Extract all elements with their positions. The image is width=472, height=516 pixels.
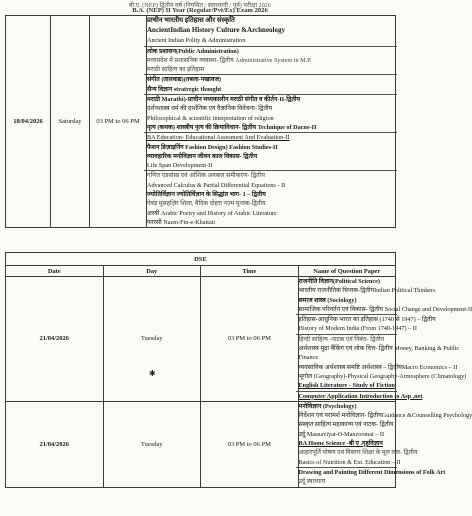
paper-line: भूगोल (Geography)-Physical Geography-Atmosphere (Climatology) [298, 372, 467, 380]
paper-line: दर्शनशास्त्र धर्म की दार्शनिक एवं वैज्ञानिक विवेचना- द्वितीय [147, 105, 273, 113]
schedule-table-2 [5, 252, 472, 488]
paper-line: Finance [298, 354, 319, 362]
paper-line: अर्थशास्त्र मुद्रा बैंकिंग एवं लोक वित्त- द्वितीय Money, Banking & Public [298, 345, 460, 353]
paper-line: उर्दू Masnaviyat-O-Manzoomat – II [298, 430, 385, 438]
column-header-day: Day [103, 266, 201, 277]
day-cell: Tuesday [103, 277, 201, 402]
paper-line: नृत्य (कथक) शास्त्रीय नृत्य की क्रियाविधान- द्वितीय Technique of Dacne-II [147, 123, 317, 131]
papers-cell [147, 16, 396, 228]
time-cell: 03 PM to 06 PM [90, 16, 147, 228]
column-header-date: Date [6, 266, 104, 277]
paper-line: English Literature - Study of Fiction [298, 382, 395, 390]
paper-line: फैशन डिज़ाइनिंग Fashion Design) Fashion Studies-II [147, 143, 278, 151]
paper-line: BA Education- Educational Assesment And Evaluation-II [147, 134, 290, 142]
date-cell: 21/04/2026 [6, 401, 104, 487]
paper-line: Ancient Indian Polity & Administration [147, 37, 246, 45]
schedule-table-1 [5, 15, 396, 228]
column-header-paper: Name of Question Paper [298, 266, 396, 277]
paper-line: Basics of Nutrition & Ext. Education – II [298, 458, 401, 466]
date-cell: 18/04/2026 [6, 16, 51, 228]
paper-line: राजनीति विज्ञान(Political Science) [298, 278, 380, 285]
paper-line: फारसी Nazm-Fin-e-Khattati [147, 218, 216, 226]
dse-title: DSE [6, 253, 396, 266]
header-english: B.A. (NEP) II Year (Regular/Pvt/Ex) Exam 2026 [132, 7, 268, 14]
paper-line: ऐबड़ मुसहज़िर शिला, बैदिक दोहरा नज़्म मुन्तक-द्वितीय [147, 200, 266, 208]
paper-line: History of Modern India (From 1740-1947) – II [298, 325, 417, 333]
paper-line: मनोविज्ञान (Psychology) [298, 402, 357, 410]
paper-line: संगीत (तालवाद्य)(तबला-पखावज) [147, 76, 221, 84]
paper-line: गणित एडवांस्ड एवं आंशिक अवकल समीकरण- द्वितीय [147, 172, 265, 180]
paper-line: भारतीय राजनीतिक चिन्तक-द्वितीयIndian Political Thinkers [298, 287, 436, 295]
paper-line: अरबी Arabic Poetry and History of Arabic Literature [147, 209, 277, 217]
paper-line: Advanced Calculus & Partial Differential Equaitons - II [147, 181, 286, 189]
paper-line: समाज शास्त्र (Sociology) [298, 296, 357, 304]
paper-line: BA Home Science -बी ए .गृहविज्ञान [298, 440, 383, 448]
paper-line: Computer Application Introduction to Asp .net [298, 392, 423, 400]
papers-cell [298, 401, 472, 487]
paper-line: मध्यप्रदेश में प्रशासनिक व्यवस्था- द्वितीय Administrative System in M.P. [147, 56, 312, 64]
paper-line: लोक प्रशासन(Public Administration) [147, 47, 239, 55]
time-cell: 03 PM to 06 PM [201, 277, 299, 402]
handwritten-mark: ✱ [149, 369, 156, 378]
papers-cell [298, 277, 472, 402]
time-cell: 03 PM to 06 PM [201, 401, 299, 487]
paper-line: Philosophical & scientific interpretation of religion [147, 114, 274, 122]
paper-line: व्यवसायिक अर्थशास्त्र समष्टि अर्थशास्त्र – द्वितीयMacro Economics – II [298, 363, 458, 371]
paper-line: व्यावहारिक मनोविज्ञान जीवन काल विकास- द्वितीय [147, 152, 258, 160]
day-cell: Tuesday [103, 401, 201, 487]
paper-line: हिन्दी साहित्य -नाटक एवं निबंध- द्वितीय [298, 335, 385, 343]
header-hindi: बी.ए. (NEP) द्वितीय वर्ष (नियमित / स्वाध्यायी / पूर्व) परीक्षा 2026 [128, 2, 271, 9]
paper-line: Drawing and Painting Different Dimensions of Folk Art [298, 468, 446, 476]
paper-line: सैन्य विज्ञान stratregic thought [147, 85, 222, 93]
paper-line: संस्कृत साहित्य महाकाव्य एवं नाटक- द्वितीय [298, 421, 394, 429]
paper-line: सामाजिक परिवर्तन एवं विकास- द्वितीय Social Change and Development-II [298, 305, 472, 313]
paper-line: AncientIndian History Culture &Archneology [147, 26, 285, 35]
paper-line: Life Span Development-II [147, 162, 213, 170]
paper-line: मराठी साहित्य का इतिहास [147, 66, 205, 74]
paper-line: आहारपूर्ति पोषण एवं विस्तार शिक्षा के मूल तत्व- द्वितीय [298, 449, 418, 457]
paper-line: मराठी Marathi)-प्राचीन मध्यकालीन मराठी संगीत व कीर्तन-II-द्वितीय [147, 96, 301, 104]
date-cell: 21/04/2026 [6, 277, 104, 402]
paper-line: इतिहास-आधुनिक भारत का इतिहास (1740 से 1947) – द्वितीय [298, 316, 436, 324]
day-cell: Saturday [51, 16, 90, 228]
paper-line: प्राचीन भारतीय इतिहास और संस्कृति [147, 17, 235, 24]
paper-line: निर्देशन एवं परामर्श मनोविज्ञान- द्वितीयGuidance &Counselling Psychology [298, 412, 472, 420]
paper-line: उर्दू स्वाध्याय [298, 478, 326, 486]
column-header-time: Time [201, 266, 299, 277]
paper-line: ज्योतिर्विज्ञान ज्योतिर्विज्ञान के सिद्धांत भाग- 1 – द्वितीय [147, 191, 266, 199]
